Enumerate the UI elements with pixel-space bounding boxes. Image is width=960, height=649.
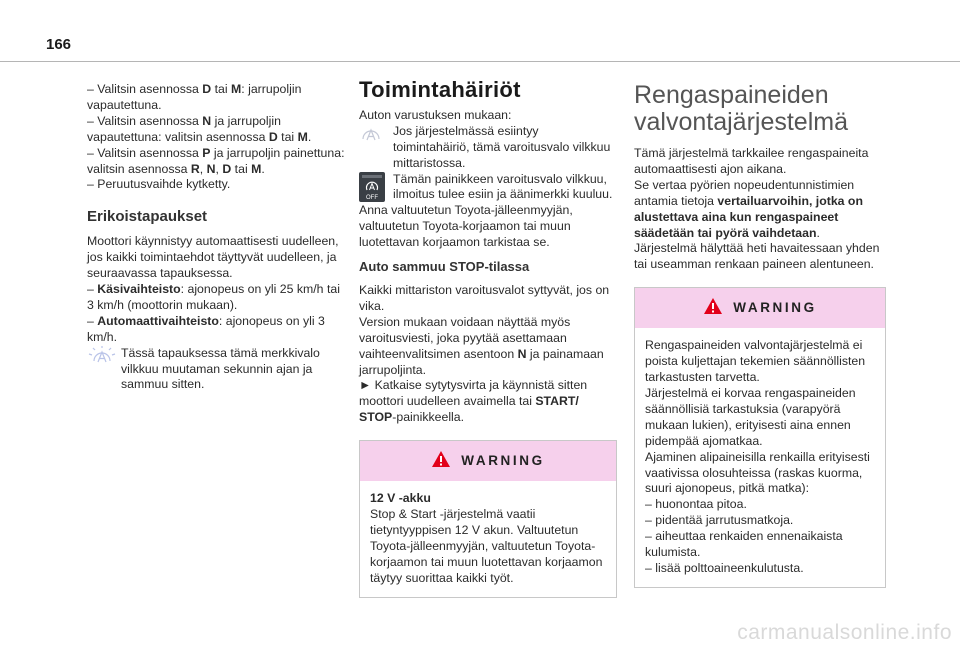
warning-title: WARNING — [733, 300, 817, 316]
warning-header — [360, 441, 616, 481]
warning-text: Rengaspaineiden valvontajärjestelmä ei poista kuljettajan tekemien säännöllisten tarkastusten tarvetta. — [645, 338, 866, 385]
list-item: – Käsivaihteisto: ajonopeus on yli 25 km/h tai 3 km/h (moottorin mukaan). — [87, 281, 340, 312]
warning-body — [635, 328, 885, 587]
page-number: 166 — [46, 36, 72, 53]
section-heading: Toimintahäiriöt — [359, 77, 521, 102]
list-item: – Valitsin asennossa P ja jarrupoljin painettuna: valitsin asennossa R, N, D tai M. — [87, 145, 345, 176]
warning-triangle-icon — [703, 297, 723, 320]
icon-note: Tässä tapauksessa tämä merkkivalo vilkkuu muutaman sekunnin ajan ja sammuu sitten. — [87, 346, 345, 394]
warning-text: Stop & Start -järjestelmä vaatii tietyntyyppisen 12 V akun. Valtuutetun Toyota-jälleenmyyjän, valtuutetun Toyota-korjaamon tai muun luotettavan korjaamon täytyy suorittaa kaikki työt. — [370, 507, 603, 585]
list-item: – pidentää jarrutusmatkoja. — [645, 513, 794, 528]
column-left — [87, 82, 345, 393]
warning-title: WARNING — [461, 453, 545, 469]
warning-body — [360, 481, 616, 596]
warning-text: Järjestelmä ei korvaa rengaspaineiden säännöllisiä tarkastuksia (varapyörä mukaan lukien), erityisesti aina ennen pidempää ajomatkaa. — [645, 385, 856, 448]
column-right — [634, 82, 886, 588]
warning-triangle-icon — [431, 450, 451, 473]
paragraph: ► Katkaise sytytysvirta ja käynnistä sitten moottori uudelleen avaimella tai START/ STOP-painikkeella. — [359, 378, 588, 425]
column-middle — [359, 77, 617, 598]
auto-stop-warning-flashing-icon — [87, 346, 117, 373]
warning-header — [635, 288, 885, 328]
list-item: – aiheuttaa renkaiden ennenaikaista kulumista. — [645, 529, 843, 560]
paragraph: Se vertaa pyörien nopeudentunnistimien antamia tietoja vertailuarvoihin, jotka on alustettava aina kun rengaspaineet säädetään tai pyörä vaihdetaan. — [634, 177, 863, 240]
list-item: – lisää polttoaineenkulutusta. — [645, 560, 804, 575]
watermark: carmanualsonline.info — [737, 621, 952, 644]
warning-box — [634, 287, 886, 588]
stop-start-off-button-icon — [359, 172, 385, 207]
icon-note: Jos järjestelmässä esiintyy toimintahäiriö, tämä varoitusvalo vilkkuu mittaristossa. — [359, 124, 617, 172]
list-item: – Automaattivaihteisto: ajonopeus on yli 3 km/h. — [87, 313, 325, 344]
paragraph: Version mukaan voidaan näyttää myös varoitusviesti, joka pyytää asettamaan vaihteenvalitsimen asentoon N ja painamaan jarrupoljinta. — [359, 314, 604, 377]
paragraph: Auton varustuksen mukaan: — [359, 107, 512, 122]
paragraph: Järjestelmä hälyttää heti havaitessaan yhden tai useamman renkaan paineen alentuneen. — [634, 241, 880, 272]
warning-subject: 12 V -akku — [370, 491, 431, 506]
icon-note: OFF Tämän painikkeen varoitusvalo vilkkuu, ilmoitus tulee esiin ja äänimerkki kuuluu. — [359, 172, 617, 204]
auto-stop-warning-icon — [359, 124, 383, 151]
header-rule — [0, 61, 960, 62]
subsection-heading: Auto sammuu STOP-tilassa — [359, 259, 530, 275]
section-heading: Erikoistapaukset — [87, 208, 208, 226]
warning-text: Ajaminen alipaineisilla renkailla erityisesti vaativissa olosuhteissa (raskas kuorma, suuri ajonopeus, pitkä matka): — [645, 449, 870, 496]
paragraph: Kaikki mittariston varoitusvalot syttyvät, jos on vika. — [359, 282, 610, 313]
svg-text:OFF: OFF — [366, 194, 378, 201]
warning-box — [359, 440, 617, 597]
section-heading: Rengaspaineiden valvontajärjestelmä — [634, 81, 848, 136]
list-item: – Valitsin asennossa D tai M: jarrupoljin vapautettuna. — [87, 82, 302, 112]
paragraph: Anna valtuutetun Toyota-jälleenmyyjän, valtuutetun Toyota-korjaamon tai muun luotettavan korjaamon tarkistaa se. — [359, 203, 573, 250]
paragraph: Tämä järjestelmä tarkkailee rengaspaineita automaattisesti ajon aikana. — [634, 146, 869, 176]
list-item: – Peruutusvaihde kytketty. — [87, 177, 231, 192]
list-item: – Valitsin asennossa N ja jarrupoljin vapautettuna: valitsin asennossa D tai M. — [87, 113, 312, 144]
list-item: – huonontaa pitoa. — [645, 497, 747, 512]
paragraph: Moottori käynnistyy automaattisesti uudelleen, jos kaikki toimintaehdot täyttyvät uudelleen, ja seuraavassa tapauksessa. — [87, 234, 339, 281]
